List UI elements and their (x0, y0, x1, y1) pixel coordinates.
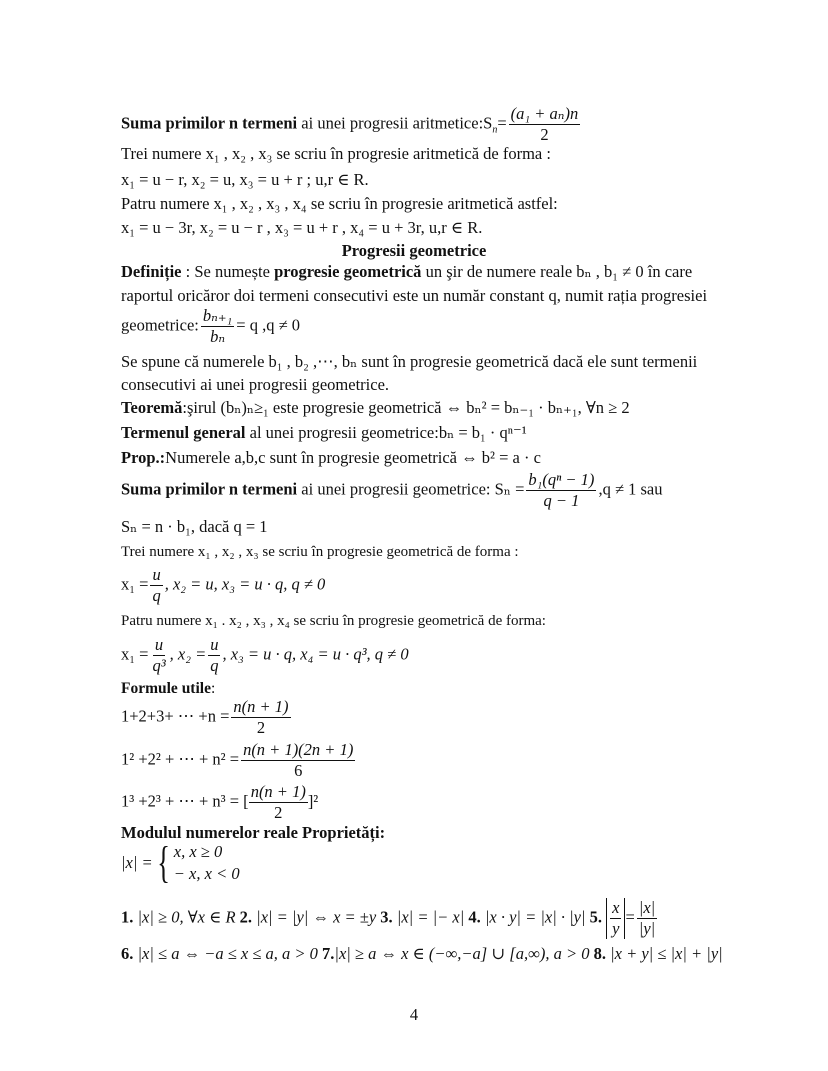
numerator: (a₁ + aₙ)n (510, 104, 579, 123)
text: un şir de numere reale bₙ , b₁ ≠ 0 în care (421, 262, 693, 281)
text: 1² +2² + ⋯ + n² = (121, 749, 240, 769)
text: x₁ = (121, 644, 149, 664)
num: 6. (121, 944, 134, 963)
denominator: 2 (256, 718, 266, 737)
numerator: b₁(qⁿ − 1) (528, 470, 595, 489)
spune-line-1: Se spune că numerele b₁ , b₂ ,⋯, bₙ sunt în progresie geometrică dacă ele sunt termenii (121, 352, 698, 371)
bold-term: Suma primilor n termeni (121, 479, 298, 499)
text: |x| ≤ a ⇔ −a ≤ x ≤ a, a > 0 (133, 944, 323, 963)
text: 1+2+3+ ⋯ +n = (121, 706, 230, 726)
ratio-line (121, 306, 300, 347)
text: x₁ = (121, 574, 149, 594)
fraction (208, 635, 220, 676)
text: , x₂ = (169, 644, 207, 664)
general-term-line (121, 423, 527, 443)
equals: = (497, 113, 507, 133)
bold-term: Termenul general (121, 423, 246, 442)
bold-term: Teoremă (121, 398, 183, 417)
num: 2. (239, 907, 253, 927)
text: , x₃ = u · q, x₄ = u · q³, q ≠ 0 (222, 644, 409, 664)
spune-line-2: consecutivi ai unei progresii geometrice. (121, 375, 390, 394)
cases (174, 841, 240, 885)
denominator: 6 (294, 761, 303, 780)
text: ]² (307, 791, 319, 811)
numerator: n(n + 1)(2n + 1) (243, 740, 354, 759)
denominator: q (152, 586, 161, 605)
arith-four-text: Patru numere x₁ , x₂ , x₃ , x₄ se scriu în progresie aritmetică astfel: (121, 194, 558, 213)
text: |x · y| = |x| · |y| (480, 907, 590, 927)
equals: = (625, 907, 635, 927)
text: |x + y| ≤ |x| + |y| (605, 944, 723, 963)
modulus-properties-1 (121, 898, 659, 939)
numerator: u (154, 635, 164, 654)
fraction (509, 104, 581, 145)
numerator: u (152, 565, 161, 584)
geom-three-text: Trei numere x₁ , x₂ , x₃ se scriu în progresie geometrică de forma : (121, 544, 519, 560)
formula-sum-squares (121, 740, 357, 781)
fraction (637, 898, 657, 939)
subscript: n (492, 124, 498, 136)
case: x, x ≥ 0 (173, 842, 223, 861)
denominator: 2 (274, 803, 283, 822)
denominator: bₙ (210, 327, 226, 346)
fraction (201, 306, 234, 347)
geom-sum-line (121, 470, 663, 511)
text: ai unei progresii aritmetice:S (297, 113, 493, 133)
fraction (610, 898, 621, 939)
modulus-heading: Modulul numerelor reale Proprietăți: (121, 823, 386, 842)
geom-three-formula (121, 565, 325, 606)
section-heading: Progresii geometrice (341, 241, 487, 260)
fraction (150, 635, 167, 676)
bold-term: Suma primilor n termeni (121, 113, 298, 133)
numerator: n(n + 1) (233, 697, 289, 716)
text: |x| = (121, 853, 153, 872)
formulas-heading (121, 679, 215, 699)
fraction (231, 697, 290, 738)
numerator: n(n + 1) (250, 782, 306, 801)
fraction (526, 470, 596, 511)
denominator: q − 1 (543, 491, 580, 510)
arith-four-formula: x₁ = u − 3r, x₂ = u − r , x₃ = u + r , x₄ = u + 3r, u,r ∈ R. (121, 218, 483, 237)
modulus-definition (121, 838, 240, 887)
text: |x| = |y| ⇔ x = ±y (252, 907, 381, 927)
num: 4. (468, 907, 481, 927)
num: 8. (593, 944, 606, 963)
numerator: x (612, 898, 620, 917)
text: , x₂ = u, x₃ = u · q, q ≠ 0 (164, 574, 326, 594)
bold-term: Formule utile (121, 680, 211, 697)
fraction (249, 782, 308, 823)
numerator: u (210, 635, 219, 654)
prop-line (121, 448, 541, 468)
modulus-properties-2 (121, 944, 723, 964)
text: = q ,q ≠ 0 (236, 315, 301, 335)
text: ai unei progresii geometrice: Sₙ = (297, 479, 525, 499)
brace-symbol: { (156, 838, 170, 887)
denominator: q³ (152, 656, 166, 675)
text: geometrice: (121, 315, 199, 335)
geom-four-text: Patru numere x₁ . x₂ , x₃ , x₄ se scriu în progresie geometrică de forma: (121, 613, 546, 629)
num: 7. (322, 944, 335, 963)
case: − x, x < 0 (173, 864, 240, 883)
text: |x| ≥ a ⇔ x ∈ (−∞,−a] ∪ [a,∞), a > 0 (334, 944, 594, 963)
bold-term: Prop.: (121, 448, 166, 467)
bold-term: Definiție (121, 262, 182, 281)
denominator: q (210, 656, 219, 675)
text: :şirul (bₙ)ₙ≥₁ este progresie geometrică ⇔ bₙ² = bₙ₋₁ · bₙ₊₁, ∀n ≥ 2 (182, 398, 630, 417)
definition-line (121, 262, 692, 282)
text: Numerele a,b,c sunt în progresie geometrică ⇔ b² = a · c (165, 448, 541, 467)
text: al unei progresii geometrice:bₙ = b₁ · qⁿ⁻¹ (245, 423, 527, 442)
text: ,q ≠ 1 sau (598, 479, 663, 499)
arith-three-text: Trei numere x₁ , x₂ , x₃ se scriu în progresie aritmetică de forma : (121, 144, 551, 163)
num: 5. (589, 907, 603, 927)
bold-term: progresie geometrică (274, 262, 422, 281)
definition-line-2: raportul oricăror doi termeni consecutivi este un număr constant q, numit rația progresiei (121, 286, 708, 305)
fraction (241, 740, 355, 781)
text: : Se numește (181, 262, 275, 281)
geom-sum-q1: Sₙ = n · b₁, dacă q = 1 (121, 517, 268, 536)
geom-four-formula (121, 635, 409, 676)
denominator: |y| (638, 919, 656, 938)
fraction (150, 565, 162, 606)
theorem-line (121, 398, 630, 418)
num: 1. (121, 907, 134, 927)
arith-three-formula: x₁ = u − r, x₂ = u, x₃ = u + r ; u,r ∈ R. (121, 170, 369, 189)
text: |x| = |− x| (392, 907, 469, 927)
formula-sum-n (121, 697, 293, 738)
formula-sum-cubes (121, 782, 318, 823)
text: : (210, 680, 216, 697)
page-number: 4 (409, 1005, 419, 1024)
num: 3. (380, 907, 393, 927)
text: |x| ≥ 0, ∀x ∈ R (133, 907, 240, 927)
arith-sum-line (121, 104, 582, 145)
denominator: y (612, 919, 620, 938)
numerator: bₙ₊₁ (202, 306, 233, 325)
denominator: 2 (540, 125, 549, 144)
text: 1³ +2³ + ⋯ + n³ = [ (121, 791, 249, 811)
numerator: |x| (638, 898, 656, 917)
